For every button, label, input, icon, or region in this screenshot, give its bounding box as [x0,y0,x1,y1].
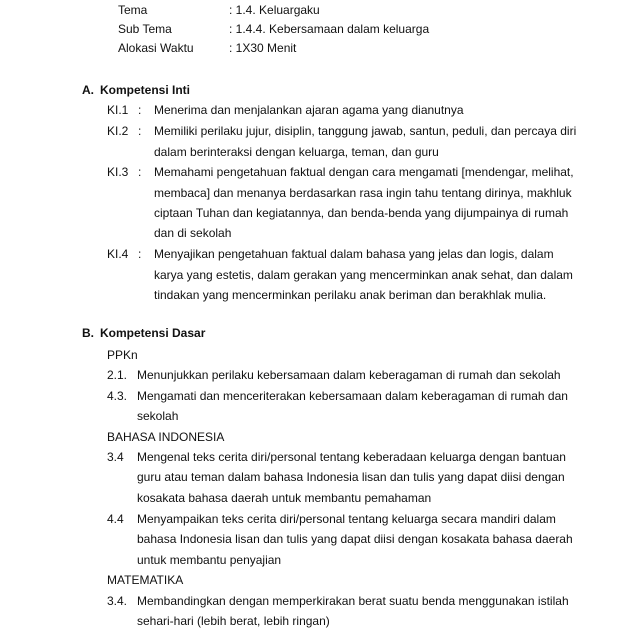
kd-line: guru atau teman dalam bahasa Indonesia lisan dan tulis yang dapat diisi dengan [137,470,565,484]
kd-code: 4.4 [107,512,124,526]
header-subtema-label: Sub Tema [118,22,172,36]
ki3-line: ciptaan Tuhan dan kegiatannya, dan benda-benda yang dijumpainya di rumah [154,206,569,220]
section-b-title: Kompetensi Dasar [100,326,206,340]
section-a-title: Kompetensi Inti [100,83,191,97]
header-alokasi-label: Alokasi Waktu [118,41,194,55]
ki1-code: KI.1 [107,103,129,117]
ki3-sep: : [138,165,142,179]
ki4-line: karya yang estetis, dalam gerakan yang mencerminkan anak sehat, dan dalam [154,268,573,282]
ki4-sep: : [138,247,142,261]
kd-line: Menyampaikan teks cerita diri/personal tentang keluarga secara mandiri dalam [137,512,556,526]
header-subtema-value: : 1.4.4. Kebersamaan dalam keluarga [229,22,430,36]
ki3-line: dan di sekolah [154,226,232,240]
header-alokasi-value: : 1X30 Menit [229,41,297,55]
kd-line: untuk membantu penyajian [137,553,282,567]
kd-code: 4.3. [107,389,128,403]
ki1-line: Menerima dan menjalankan ajaran agama yang dianutnya [154,103,464,117]
ki4-line: Menyajikan pengetahuan faktual dalam bahasa yang jelas dan logis, dalam [154,247,554,261]
kd-line: Menunjukkan perilaku kebersamaan dalam keberagaman di rumah dan sekolah [137,368,561,382]
ki3-line: Memahami pengetahuan faktual dengan cara mengamati [mendengar, melihat, [154,165,574,179]
header-tema-label: Tema [118,3,148,17]
ki4-line: tindakan yang mencerminkan perilaku anak beriman dan berakhlak mulia. [154,288,547,302]
kd-line: Membandingkan dengan memperkirakan berat suatu benda menggunakan istilah [137,594,569,608]
ki2-sep: : [138,124,142,138]
kd-line: Mengenal teks cerita diri/personal tentang keberadaan keluarga dengan bantuan [137,450,566,464]
header-tema-value: : 1.4. Keluargaku [229,3,320,17]
ki1-sep: : [138,103,142,117]
section-a-letter: A. [82,83,94,97]
ki2-line: Memiliki perilaku jujur, disiplin, tanggung jawab, santun, peduli, dan percaya diri [154,124,577,138]
kd-code: 3.4. [107,594,128,608]
kd-code: 3.4 [107,450,124,464]
kd-line: sehari-hari (lebih berat, lebih ringan) [137,614,330,628]
ki3-code: KI.3 [107,165,129,179]
kd-code: 2.1. [107,368,128,382]
subject-bahasa-indonesia: BAHASA INDONESIA [107,430,225,444]
section-b-letter: B. [82,326,94,340]
ki4-code: KI.4 [107,247,129,261]
kd-line: bahasa Indonesia lisan dan tulis yang dapat diisi dengan kosakata bahasa daerah [137,532,573,546]
ki3-line: membaca] dan menanya berdasarkan rasa ingin tahu tentang dirinya, makhluk [154,186,572,200]
kd-line: kosakata bahasa daerah untuk membantu pemahaman [137,491,432,505]
subject-matematika: MATEMATIKA [107,573,184,587]
kd-line: Mengamati dan menceriterakan kebersamaan dalam keberagaman di rumah dan [137,389,568,403]
ki2-line: dalam berinteraksi dengan keluarga, teman, dan guru [154,145,439,159]
ki2-code: KI.2 [107,124,129,138]
subject-ppkn: PPKn [107,348,138,362]
kd-line: sekolah [137,409,179,423]
